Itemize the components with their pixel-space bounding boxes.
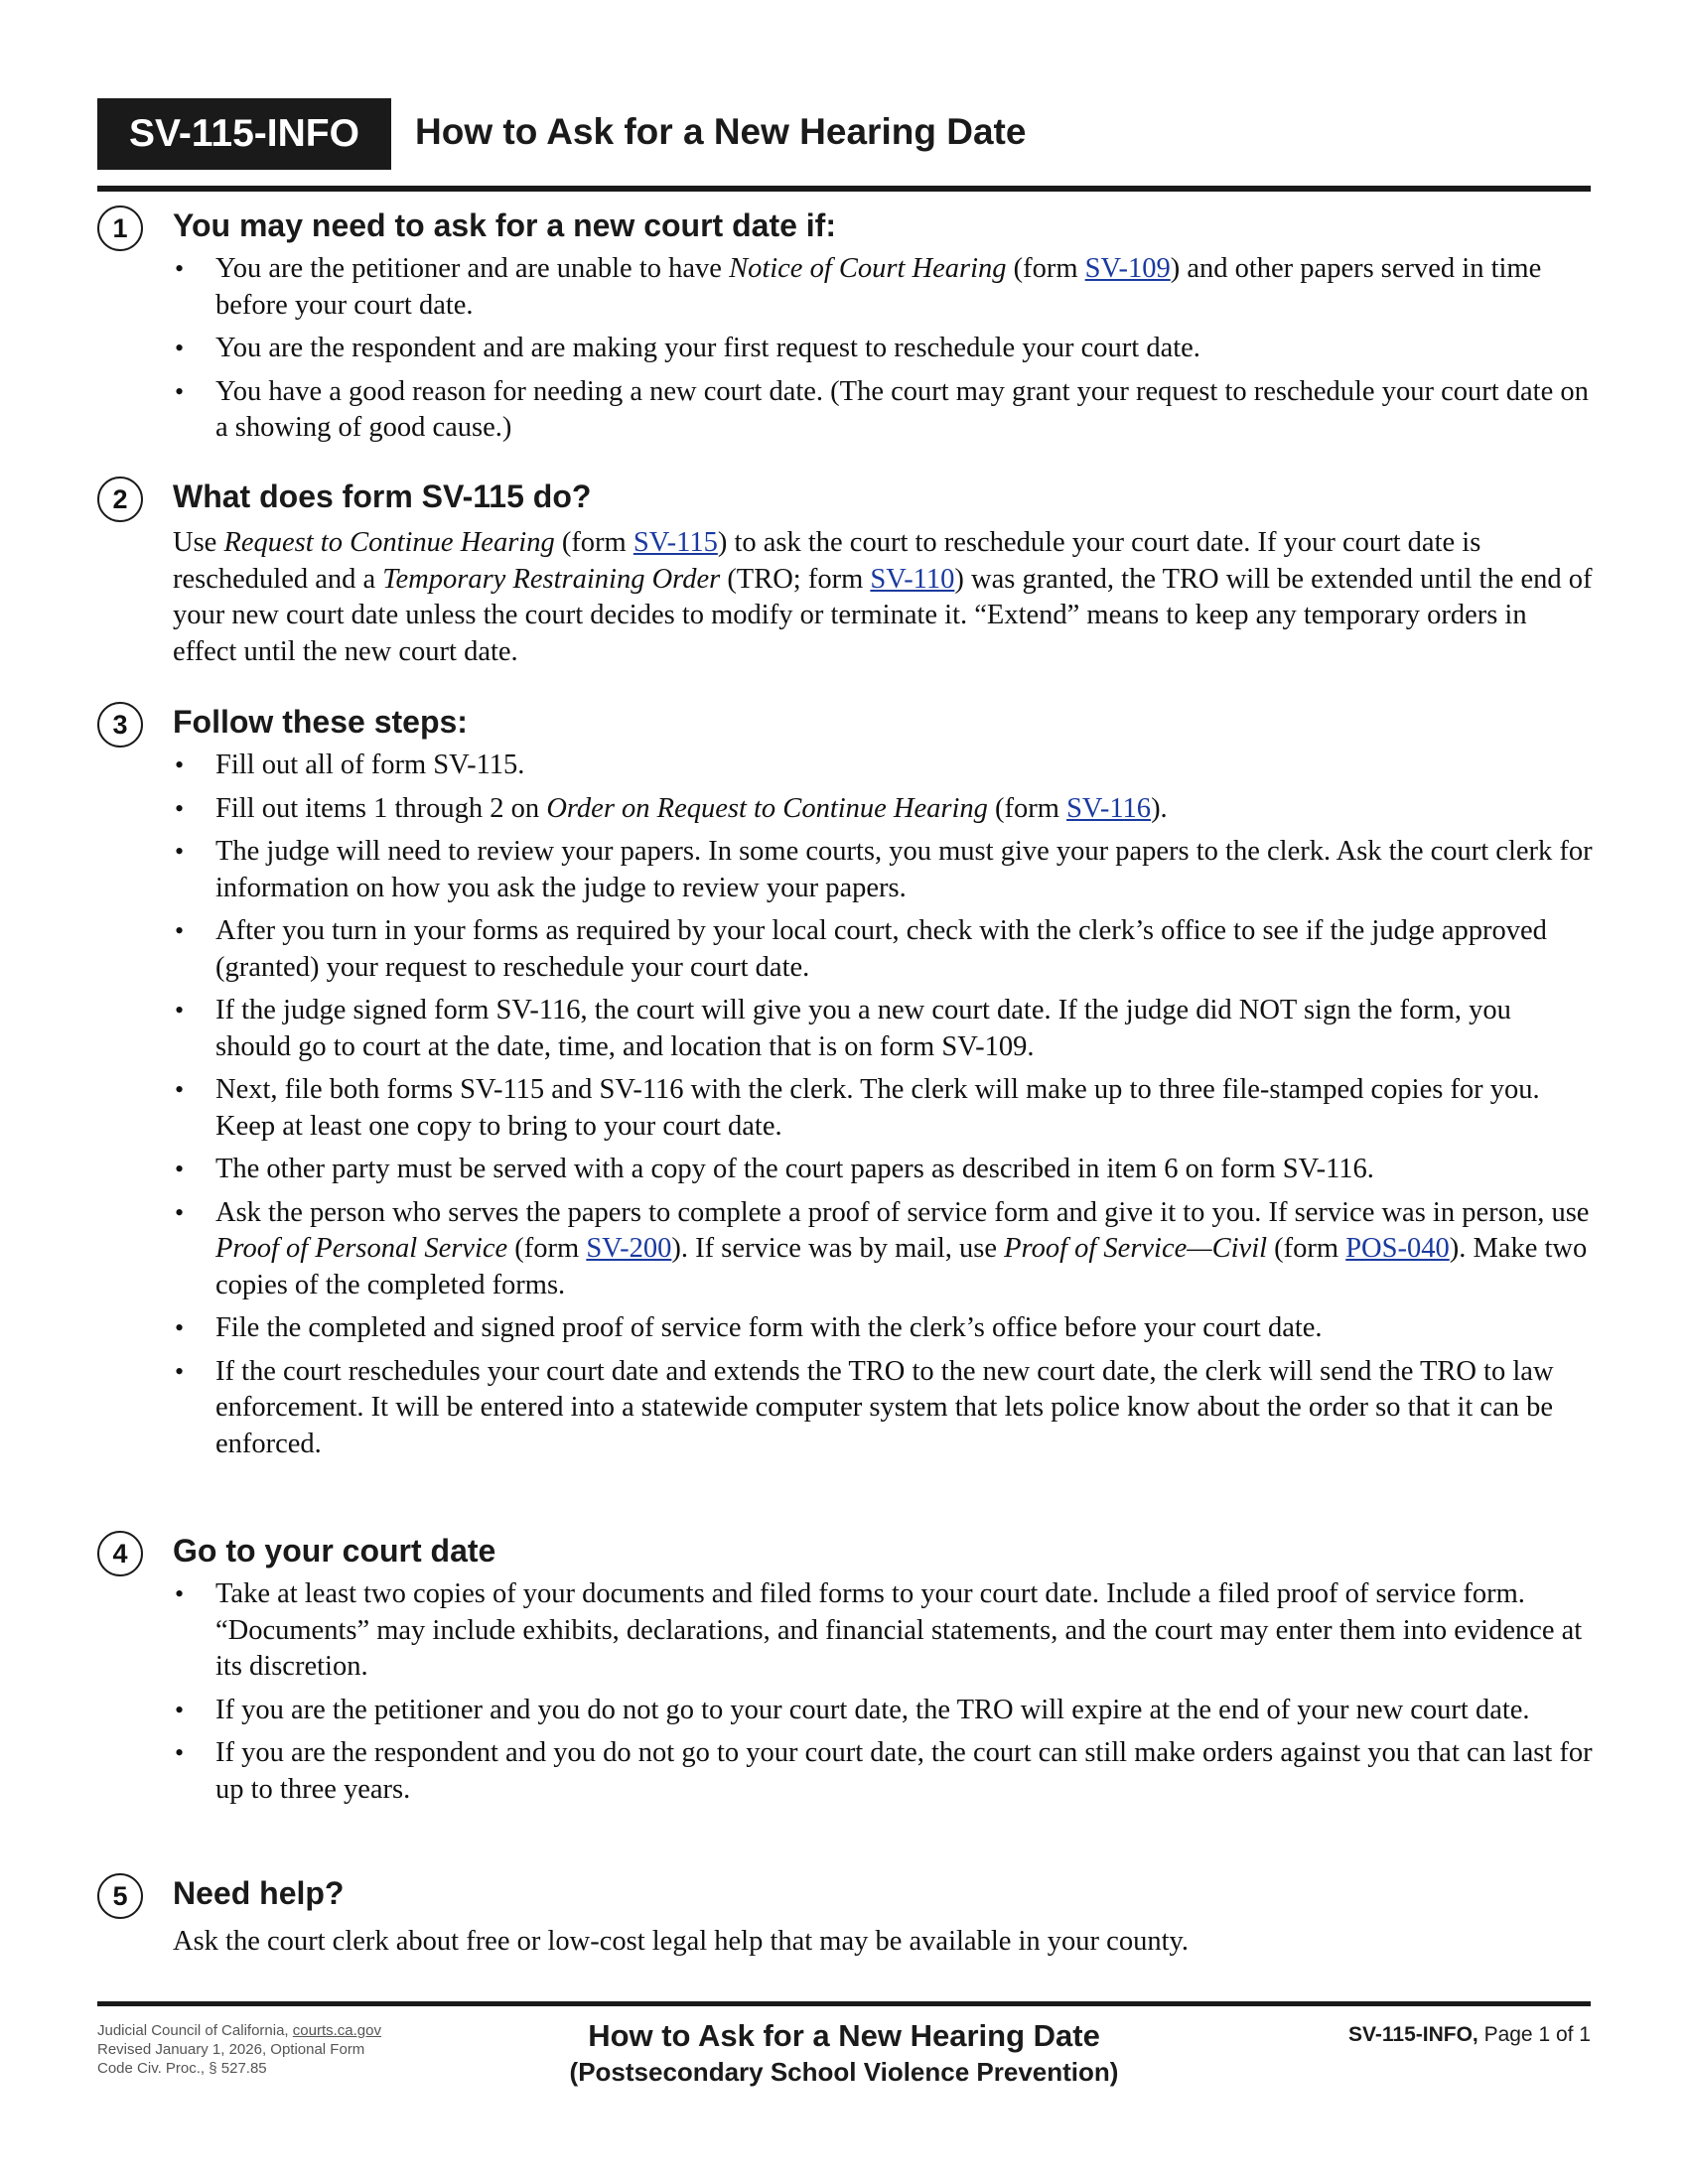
form-link-sv110[interactable]: SV-110	[870, 563, 955, 595]
list-item: • The other party must be served with a copy of the court papers as described in item 6 on form SV-116.	[173, 1152, 1593, 1188]
form-link-pos040[interactable]: POS-040	[1345, 1233, 1450, 1264]
section-body	[173, 1576, 1593, 1815]
footer-divider	[97, 2001, 1591, 2006]
form-id-badge: SV-115-INFO	[97, 98, 391, 170]
section-paragraph: Ask the court clerk about free or low-cost legal help that may be available in your county.	[173, 1926, 1190, 1957]
section-body	[173, 748, 1593, 1469]
header-divider	[97, 186, 1591, 192]
revision-date: Revised January 1, 2026, Optional Form	[97, 2041, 365, 2058]
section-title: Need help?	[173, 1875, 345, 1911]
section-body	[173, 525, 1593, 670]
form-link-sv116[interactable]: SV-116	[1066, 792, 1152, 824]
list-item: • If you are the petitioner and you do not go to your court date, the TRO will expire at the end of your new court date.	[173, 1693, 1593, 1729]
list-item: • After you turn in your forms as required by your local court, check with the clerk’s office to see if the judge approved (granted) your request to reschedule your court date.	[173, 913, 1593, 986]
form-link-sv109[interactable]: SV-109	[1084, 253, 1171, 284]
section-number: 5	[97, 1873, 143, 1919]
section-title: You may need to ask for a new court date if:	[173, 207, 836, 243]
section-title: What does form SV-115 do?	[173, 478, 592, 514]
list-item: • The judge will need to review your papers. In some courts, you must give your papers to the clerk. Ask the court clerk for information on how you ask the judge to review your papers.	[173, 834, 1593, 906]
section-number: 4	[97, 1531, 143, 1576]
courts-website-link[interactable]: courts.ca.gov	[292, 2022, 381, 2039]
bullet-list	[173, 251, 1593, 447]
footer-subtitle: (Postsecondary School Violence Prevention)	[569, 2057, 1119, 2087]
list-item: • Fill out all of form SV-115.	[173, 748, 1593, 784]
code-citation: Code Civ. Proc., § 527.85	[97, 2060, 267, 2077]
section-title: Follow these steps:	[173, 704, 468, 740]
list-item: • File the completed and signed proof of service form with the clerk’s office before your court date.	[173, 1310, 1593, 1347]
list-item: • If the judge signed form SV-116, the court will give you a new court date. If the judge did NOT sign the form, you should go to court at the date, time, and location that is on form SV-109.	[173, 993, 1593, 1065]
list-item: • You are the petitioner and are unable to have Notice of Court Hearing (form SV-109) and other papers served in time before your court date.	[173, 251, 1593, 324]
footer-title-block	[437, 2017, 1251, 2089]
list-item: • Ask the person who serves the papers to complete a proof of service form and give it to you. If service was in person, use Proof of Personal Service (form SV-200). If service was by mail, use Proof of Service—Civil (form POS-040). Make two copies of the completed forms.	[173, 1195, 1593, 1304]
list-item: • Take at least two copies of your documents and filed forms to your court date. Include a filed proof of service form. “Documents” may include exhibits, declarations, and financial statements, and the court may enter them into evidence at its discretion.	[173, 1576, 1593, 1686]
form-link-sv200[interactable]: SV-200	[586, 1233, 672, 1264]
page-indicator: SV-115-INFO, Page 1 of 1	[1348, 2023, 1591, 2046]
list-item: • If the court reschedules your court date and extends the TRO to the new court date, the clerk will send the TRO to law enforcement. It will be entered into a statewide computer system that lets police know about the order so that it can be enforced.	[173, 1354, 1593, 1463]
footer-title: How to Ask for a New Hearing Date	[588, 2018, 1100, 2053]
section-title: Go to your court date	[173, 1533, 496, 1569]
bullet-list	[173, 1576, 1593, 1808]
section-paragraph: Use Request to Continue Hearing (form SV-115) to ask the court to reschedule your court date. If your court date is rescheduled and a Temporary Restraining Order (TRO; form SV-110) was granted, the TRO will be extended until the end of your new court date unless the court decides to modify or terminate it. “Extend” means to keep any temporary orders in effect until the new court date.	[173, 527, 1593, 667]
section-number: 3	[97, 702, 143, 748]
list-item: • If you are the respondent and you do not go to your court date, the court can still make orders against you that can last for up to three years.	[173, 1735, 1593, 1808]
footer-source: Judicial Council of California, courts.ca.gov Revised January 1, 2026, Optional Form Code Civ. Proc., § 527.85	[97, 2022, 381, 2077]
section-body	[173, 251, 1593, 454]
list-item: • You are the respondent and are making your first request to reschedule your court date.	[173, 331, 1593, 367]
section-number: 1	[97, 205, 143, 251]
list-item: • You have a good reason for needing a new court date. (The court may grant your request to reschedule your court date on a showing of good cause.)	[173, 374, 1593, 447]
section-number: 2	[97, 477, 143, 522]
bullet-list	[173, 748, 1593, 1462]
form-link-sv115[interactable]: SV-115	[633, 527, 718, 558]
form-title: How to Ask for a New Hearing Date	[415, 111, 1027, 152]
list-item: • Next, file both forms SV-115 and SV-116 with the clerk. The clerk will make up to three file-stamped copies for you. Keep at least one copy to bring to your court date.	[173, 1072, 1593, 1145]
section-body	[173, 1924, 1593, 1961]
list-item: • Fill out items 1 through 2 on Order on Request to Continue Hearing (form SV-116).	[173, 791, 1593, 828]
